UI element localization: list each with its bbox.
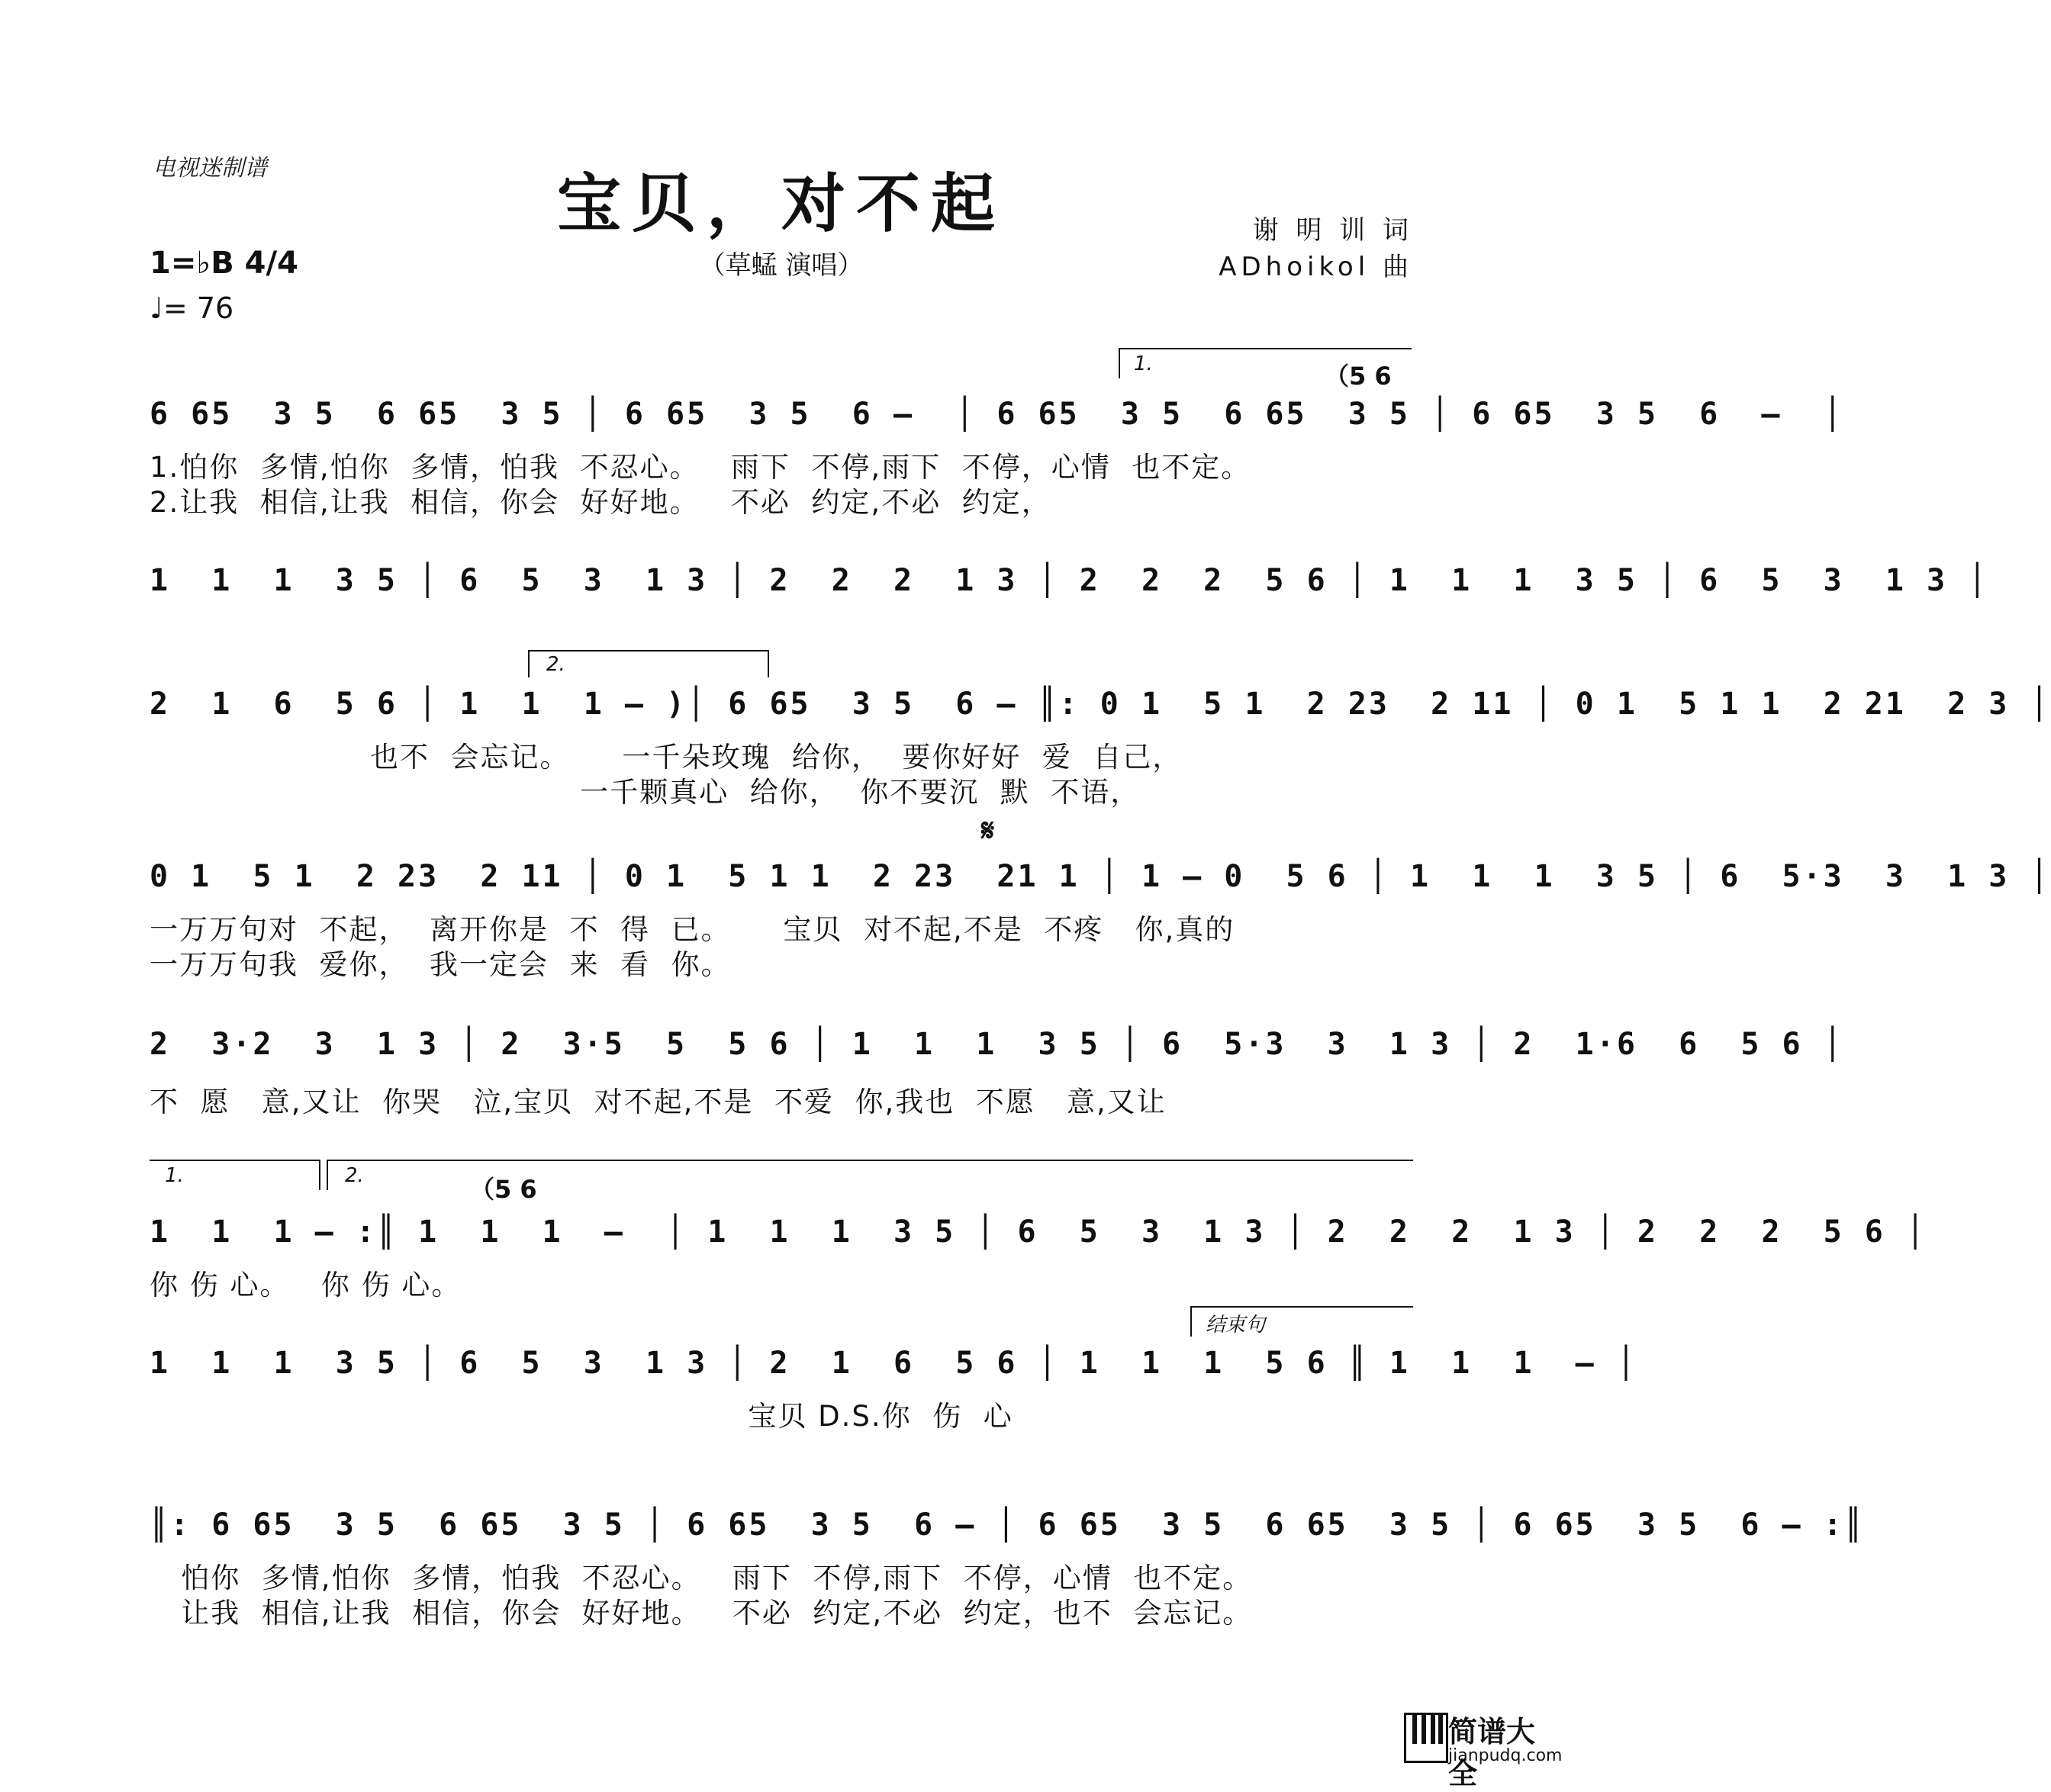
performer: （草蜢 演唱） (699, 250, 864, 281)
lyric-verse-1: 宝贝 D.S.你 伤 心 (150, 1400, 1013, 1433)
song-title: 宝贝，对不起 (556, 166, 1006, 241)
site-url: jianpudq.com (1448, 1746, 1563, 1765)
volta-label-4: 2. (345, 1164, 364, 1187)
key-signature: 1=♭B 4/4 (150, 246, 298, 281)
notes-line: ║: 6 65 3 5 6 65 3 5 │ 6 65 3 5 6 – │ 6 65 3 5 6 65 3 5 │ 6 65 3 5 6 – :║ (150, 1507, 1865, 1543)
score-system-2 (150, 563, 1989, 609)
lyric-verse-2: 一万万句我 爱你， 我一定会 来 看 你。 (150, 948, 731, 981)
notes-line: 2 3·2 3 1 3 │ 2 3·5 5 5 6 │ 1 1 1 3 5 │ 6 5·3 3 1 3 │ 2 1·6 6 5 6 │ (150, 1027, 1844, 1062)
notes-line: 2 1 6 5 6 │ 1 1 1 – )│ 6 65 3 5 6 – ║: 0 1 5 1 2 23 2 11 │ 0 1 5 1 1 2 21 2 3 │ (150, 687, 2051, 722)
lyric-verse-2: 2.让我 相信,让我 相信，你会 好好地。 不必 约定,不必 约定， (150, 486, 1051, 519)
lyric-verse-1: 你 伤 心。 你 伤 心。 (150, 1269, 462, 1301)
volta-bracket-2-end (768, 650, 769, 677)
score-system-1 (150, 352, 1844, 526)
pickup-notes: （5 6 (1325, 362, 1392, 391)
ending-bracket-edge (1190, 1306, 1192, 1337)
lyric-verse-1: 1.怕你 多情,怕你 多情，怕我 不忍心。 雨下 不停,雨下 不停，心情 也不定。 (150, 451, 1251, 484)
score-system-6 (150, 1164, 1927, 1301)
lyric-verse-1: 一万万句对 不起， 离开你是 不 得 已。 宝贝 对不起,不是 不疼 你,真的 (150, 913, 1235, 946)
ending-label: 结束句 (1206, 1314, 1266, 1337)
ending-bracket (1190, 1306, 1413, 1308)
notes-line: 0 1 5 1 2 23 2 11 │ 0 1 5 1 1 2 23 21 1 │ 1 – 0 5 6 │ 1 1 1 3 5 │ 6 5·3 3 1 3 │ (150, 859, 2051, 894)
score-system-4 (150, 813, 2051, 981)
volta-label-2: 2. (546, 653, 565, 676)
composer: ADhoikol 曲 (1219, 252, 1413, 282)
volta-bracket-1-edge (1119, 348, 1120, 378)
credits (1219, 212, 1413, 285)
score-system-8 (150, 1507, 1865, 1637)
site-name: 简谱大全 (1448, 1715, 1536, 1790)
volta-bracket-2-edge (528, 650, 530, 677)
volta-label-3: 1. (165, 1164, 184, 1187)
piano-keys-icon (1404, 1713, 1448, 1763)
volta-bracket-4 (327, 1160, 1413, 1161)
lyric-verse-2: 让我 相信,让我 相信，你会 好好地。 不必 约定,不必 约定，也不 会忘记。 (150, 1597, 1253, 1630)
site-logo[interactable] (1404, 1708, 1563, 1790)
volta-bracket-4-edge (327, 1160, 328, 1190)
volta-bracket-1 (1119, 348, 1412, 349)
score-system-7 (150, 1314, 1637, 1433)
segno-sign: 𝄋 (981, 813, 995, 848)
lyricist: 谢 明 训 词 (1252, 215, 1413, 246)
lyric-verse-2: 一千颗真心 给你， 你不要沉 默 不语， (150, 776, 1141, 809)
volta-bracket-3-end (319, 1160, 320, 1190)
score-system-3 (150, 653, 2051, 809)
notes-line: 1 1 1 3 5 │ 6 5 3 1 3 │ 2 1 6 5 6 │ 1 1 1 5 6 ║ 1 1 1 – │ (150, 1346, 1637, 1381)
notes-line: 1 1 1 3 5 │ 6 5 3 1 3 │ 2 2 2 1 3 │ 2 2 2 5 6 │ 1 1 1 3 5 │ 6 5 3 1 3 │ (150, 563, 1989, 598)
tempo-marking: ♩= 76 (150, 291, 234, 325)
maker-note: 电视迷制谱 (153, 155, 267, 182)
notes-line: 1 1 1 – :║ 1 1 1 – │ 1 1 1 3 5 │ 6 5 3 1 3 │ 2 2 2 1 3 │ 2 2 2 5 6 │ (150, 1215, 1927, 1250)
volta-bracket-2 (528, 650, 769, 651)
volta-label-1: 1. (1134, 352, 1153, 375)
lyric-verse-1: 怕你 多情,怕你 多情，怕我 不忍心。 雨下 不停,雨下 不停，心情 也不定。 (150, 1562, 1253, 1594)
score-system-5 (150, 1027, 1844, 1118)
lyric-verse-1: 也不 会忘记。 一千朵玫瑰 给你， 要你好好 爱 自己， (150, 741, 1183, 774)
lyric-verse-1: 不 愿 意,又让 你哭 泣,宝贝 对不起,不是 不爱 你,我也 不愿 意,又让 (150, 1086, 1167, 1118)
volta-bracket-3 (150, 1160, 320, 1161)
pickup-notes: （5 6 (470, 1175, 537, 1204)
notes-line: 6 65 3 5 6 65 3 5 │ 6 65 3 5 6 – │ 6 65 3 5 6 65 3 5 │ 6 65 3 5 6 – │ (150, 397, 1844, 432)
